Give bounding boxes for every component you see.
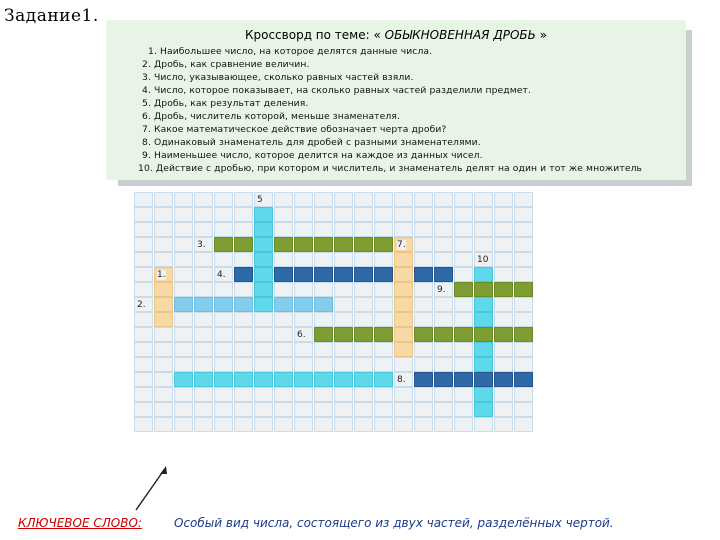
clue-number: 6. (297, 330, 306, 340)
clue-number: 8. (397, 375, 406, 385)
clue-number: 7. (397, 240, 406, 250)
question-item: 5. Дробь, как результат деления. (142, 98, 309, 109)
clue-number: 2. (137, 300, 146, 310)
clue-number: 1. (157, 270, 166, 280)
crossword-title-suffix: » (535, 28, 548, 42)
question-item: 2. Дробь, как сравнение величин. (142, 59, 310, 70)
question-item: 4. Число, которое показывает, на сколько равных частей разделили предмет. (142, 85, 531, 96)
keyword-label: КЛЮЧЕВОЕ СЛОВО: (18, 516, 142, 530)
clue-number: 9. (437, 285, 446, 295)
question-item: 1. Наибольшее число, на которое делятся данные числа. (148, 46, 433, 57)
question-item: 3. Число, указывающее, сколько равных частей взяли. (142, 72, 414, 83)
clue-number: 4. (217, 270, 226, 280)
question-item: 9. Наименьшее число, которое делится на каждое из данных чисел. (142, 150, 483, 161)
question-item: 8. Одинаковый знаменатель для дробей с разными знаменателями. (142, 137, 481, 148)
crossword-title-prefix: Кроссворд по теме: « (244, 28, 385, 42)
keyword-definition: Особый вид числа, состоящего из двух частей, разделённых чертой. (174, 516, 614, 530)
question-item: 10. Действие с дробью, при котором и числитель, и знаменатель делят на один и тот же множитель (138, 163, 643, 174)
task-title: Задание1. (4, 6, 99, 26)
clue-number: 3. (197, 240, 206, 250)
clue-number: 10 (477, 255, 489, 265)
crossword-title-topic: ОБЫКНОВЕННАЯ ДРОБЬ (384, 28, 536, 42)
question-item: 6. Дробь, числитель которой, меньше знаменателя. (142, 111, 401, 122)
question-item: 7. Какое математическое действие обозначает черта дроби? (142, 124, 447, 135)
clue-number: 5 (257, 195, 263, 205)
